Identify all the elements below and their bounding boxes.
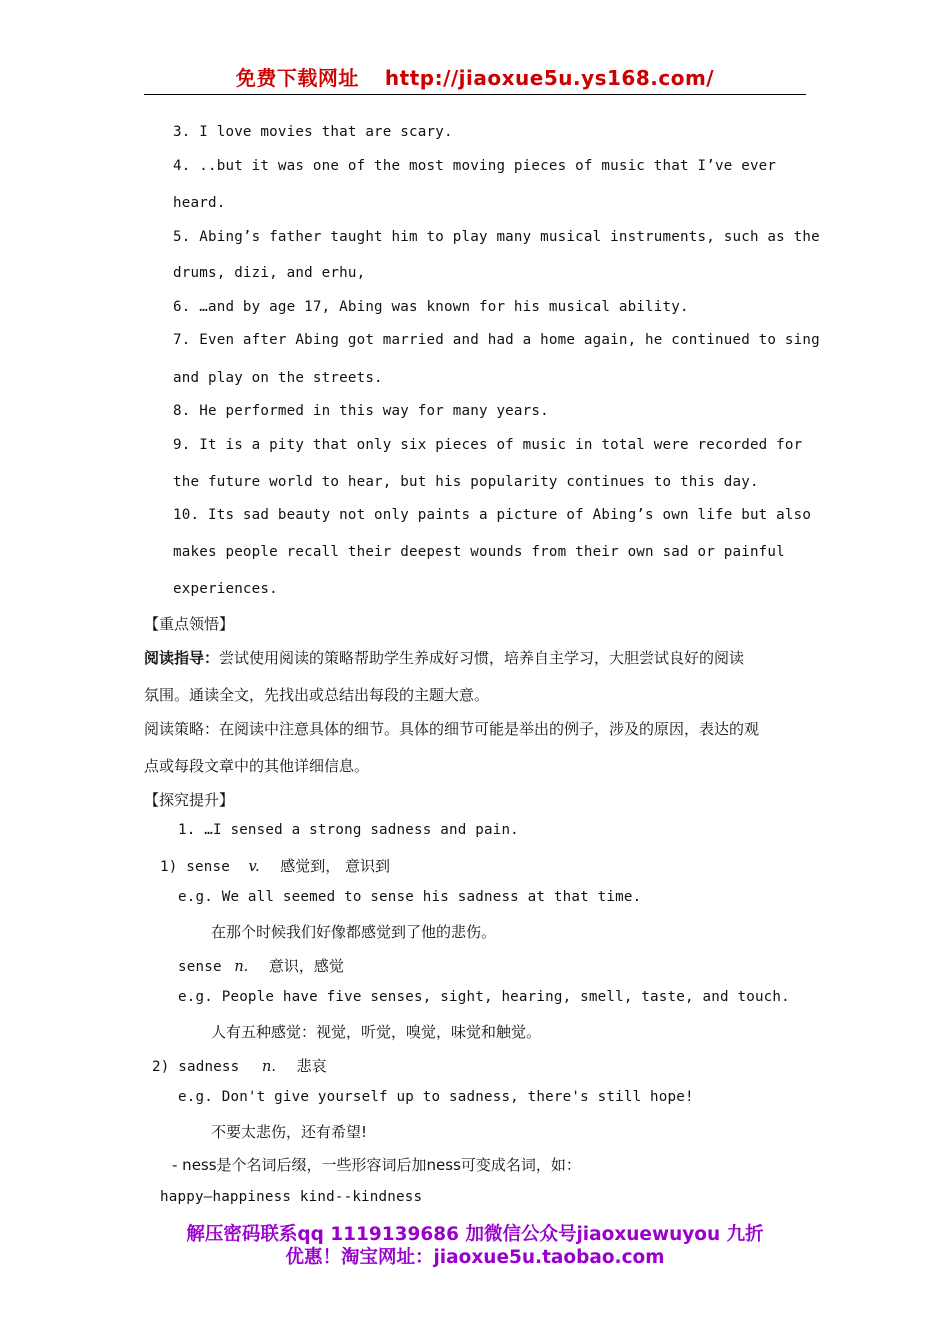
sadness-meaning: 悲哀 bbox=[296, 1057, 327, 1075]
sense-verb-example: e.g. We all seemed to sense his sadness at that time. bbox=[178, 889, 642, 905]
reading-guide-text: 尝试使用阅读的策略帮助学生养成好习惯，培养自主学习，大胆尝试良好的阅读 bbox=[219, 649, 745, 667]
reading-guide-cont: 氛围。通读全文，先找出或总结出每段的主题大意。 bbox=[144, 686, 490, 704]
key-points-heading: 【重点领悟】 bbox=[144, 615, 235, 633]
header-title: 免费下载网址 bbox=[235, 66, 359, 90]
sense-verb-entry bbox=[160, 855, 390, 876]
sense-noun-meaning: 意识，感觉 bbox=[268, 957, 344, 975]
sense-verb-word: 1) sense bbox=[160, 859, 230, 875]
sentence-5: 5. Abing’s father taught him to play many musical instruments, such as the bbox=[173, 229, 820, 245]
sentence-6: 6. …and by age 17, Abing was known for his musical ability. bbox=[173, 299, 689, 315]
sense-noun-word: sense bbox=[178, 959, 222, 975]
page-header bbox=[0, 62, 950, 91]
reading-strategy: 阅读策略：在阅读中注意具体的细节。具体的细节可能是举出的例子，涉及的原因，表达的观 bbox=[144, 720, 760, 738]
reading-guide bbox=[144, 647, 744, 668]
sentence-10-cont2: experiences. bbox=[173, 581, 278, 597]
reading-guide-label: 阅读指导： bbox=[144, 649, 220, 667]
sentence-10-cont: makes people recall their deepest wounds from their own sad or painful bbox=[173, 544, 785, 560]
sense-noun-example-cn: 人有五种感觉：视觉，听觉，嗅觉，味觉和触觉。 bbox=[211, 1023, 542, 1041]
sense-verb-example-cn: 在那个时候我们好像都感觉到了他的悲伤。 bbox=[211, 923, 497, 941]
ness-examples: happy—happiness kind--kindness bbox=[160, 1189, 423, 1205]
explore-heading: 【探究提升】 bbox=[144, 791, 235, 809]
sentence-4: 4. ..but it was one of the most moving pieces of music that I’ve ever bbox=[173, 158, 777, 174]
sentence-3: 3. I love movies that are scary. bbox=[173, 124, 453, 140]
sadness-example-cn: 不要太悲伤，还有希望! bbox=[211, 1123, 368, 1141]
ness-suffix-note: - ness是个名词后缀，一些形容词后加ness可变成名词，如： bbox=[172, 1156, 581, 1174]
sentence-9: 9. It is a pity that only six pieces of music in total were recorded for bbox=[173, 437, 803, 453]
sentence-7-cont: and play on the streets. bbox=[173, 370, 383, 386]
sadness-example: e.g. Don't give yourself up to sadness, there's still hope! bbox=[178, 1089, 694, 1105]
sentence-5-cont: drums, dizi, and erhu, bbox=[173, 265, 366, 281]
reading-strategy-cont: 点或每段文章中的其他详细信息。 bbox=[144, 757, 370, 775]
sense-noun-pos: n. bbox=[234, 959, 249, 975]
sense-noun-example: e.g. People have five senses, sight, hearing, smell, taste, and touch. bbox=[178, 989, 790, 1005]
sadness-word: 2) sadness bbox=[152, 1059, 240, 1075]
sense-noun-entry bbox=[178, 955, 344, 976]
header-url[interactable]: http://jiaoxue5u.ys168.com/ bbox=[384, 66, 715, 90]
sentence-10: 10. Its sad beauty not only paints a picture of Abing’s own life but also bbox=[173, 507, 812, 523]
sentence-7: 7. Even after Abing got married and had a home again, he continued to sing bbox=[173, 332, 820, 348]
sense-verb-pos: v. bbox=[248, 859, 260, 875]
sense-verb-meaning: 感觉到， 意识到 bbox=[280, 857, 391, 875]
header-rule bbox=[144, 94, 806, 95]
sentence-8: 8. He performed in this way for many years. bbox=[173, 403, 549, 419]
sentence-9-cont: the future world to hear, but his popularity continues to this day. bbox=[173, 474, 759, 490]
footer-line-1: 解压密码联系qq 1119139686 加微信公众号jiaoxuewuyou 九折 bbox=[186, 1224, 764, 1245]
footer-line-2: 优惠！淘宝网址：jiaoxue5u.taobao.com bbox=[285, 1247, 665, 1268]
sadness-entry bbox=[152, 1055, 327, 1076]
explore-item-1: 1. …I sensed a strong sadness and pain. bbox=[178, 822, 519, 838]
sentence-4-cont: heard. bbox=[173, 195, 226, 211]
sadness-pos: n. bbox=[262, 1059, 276, 1075]
